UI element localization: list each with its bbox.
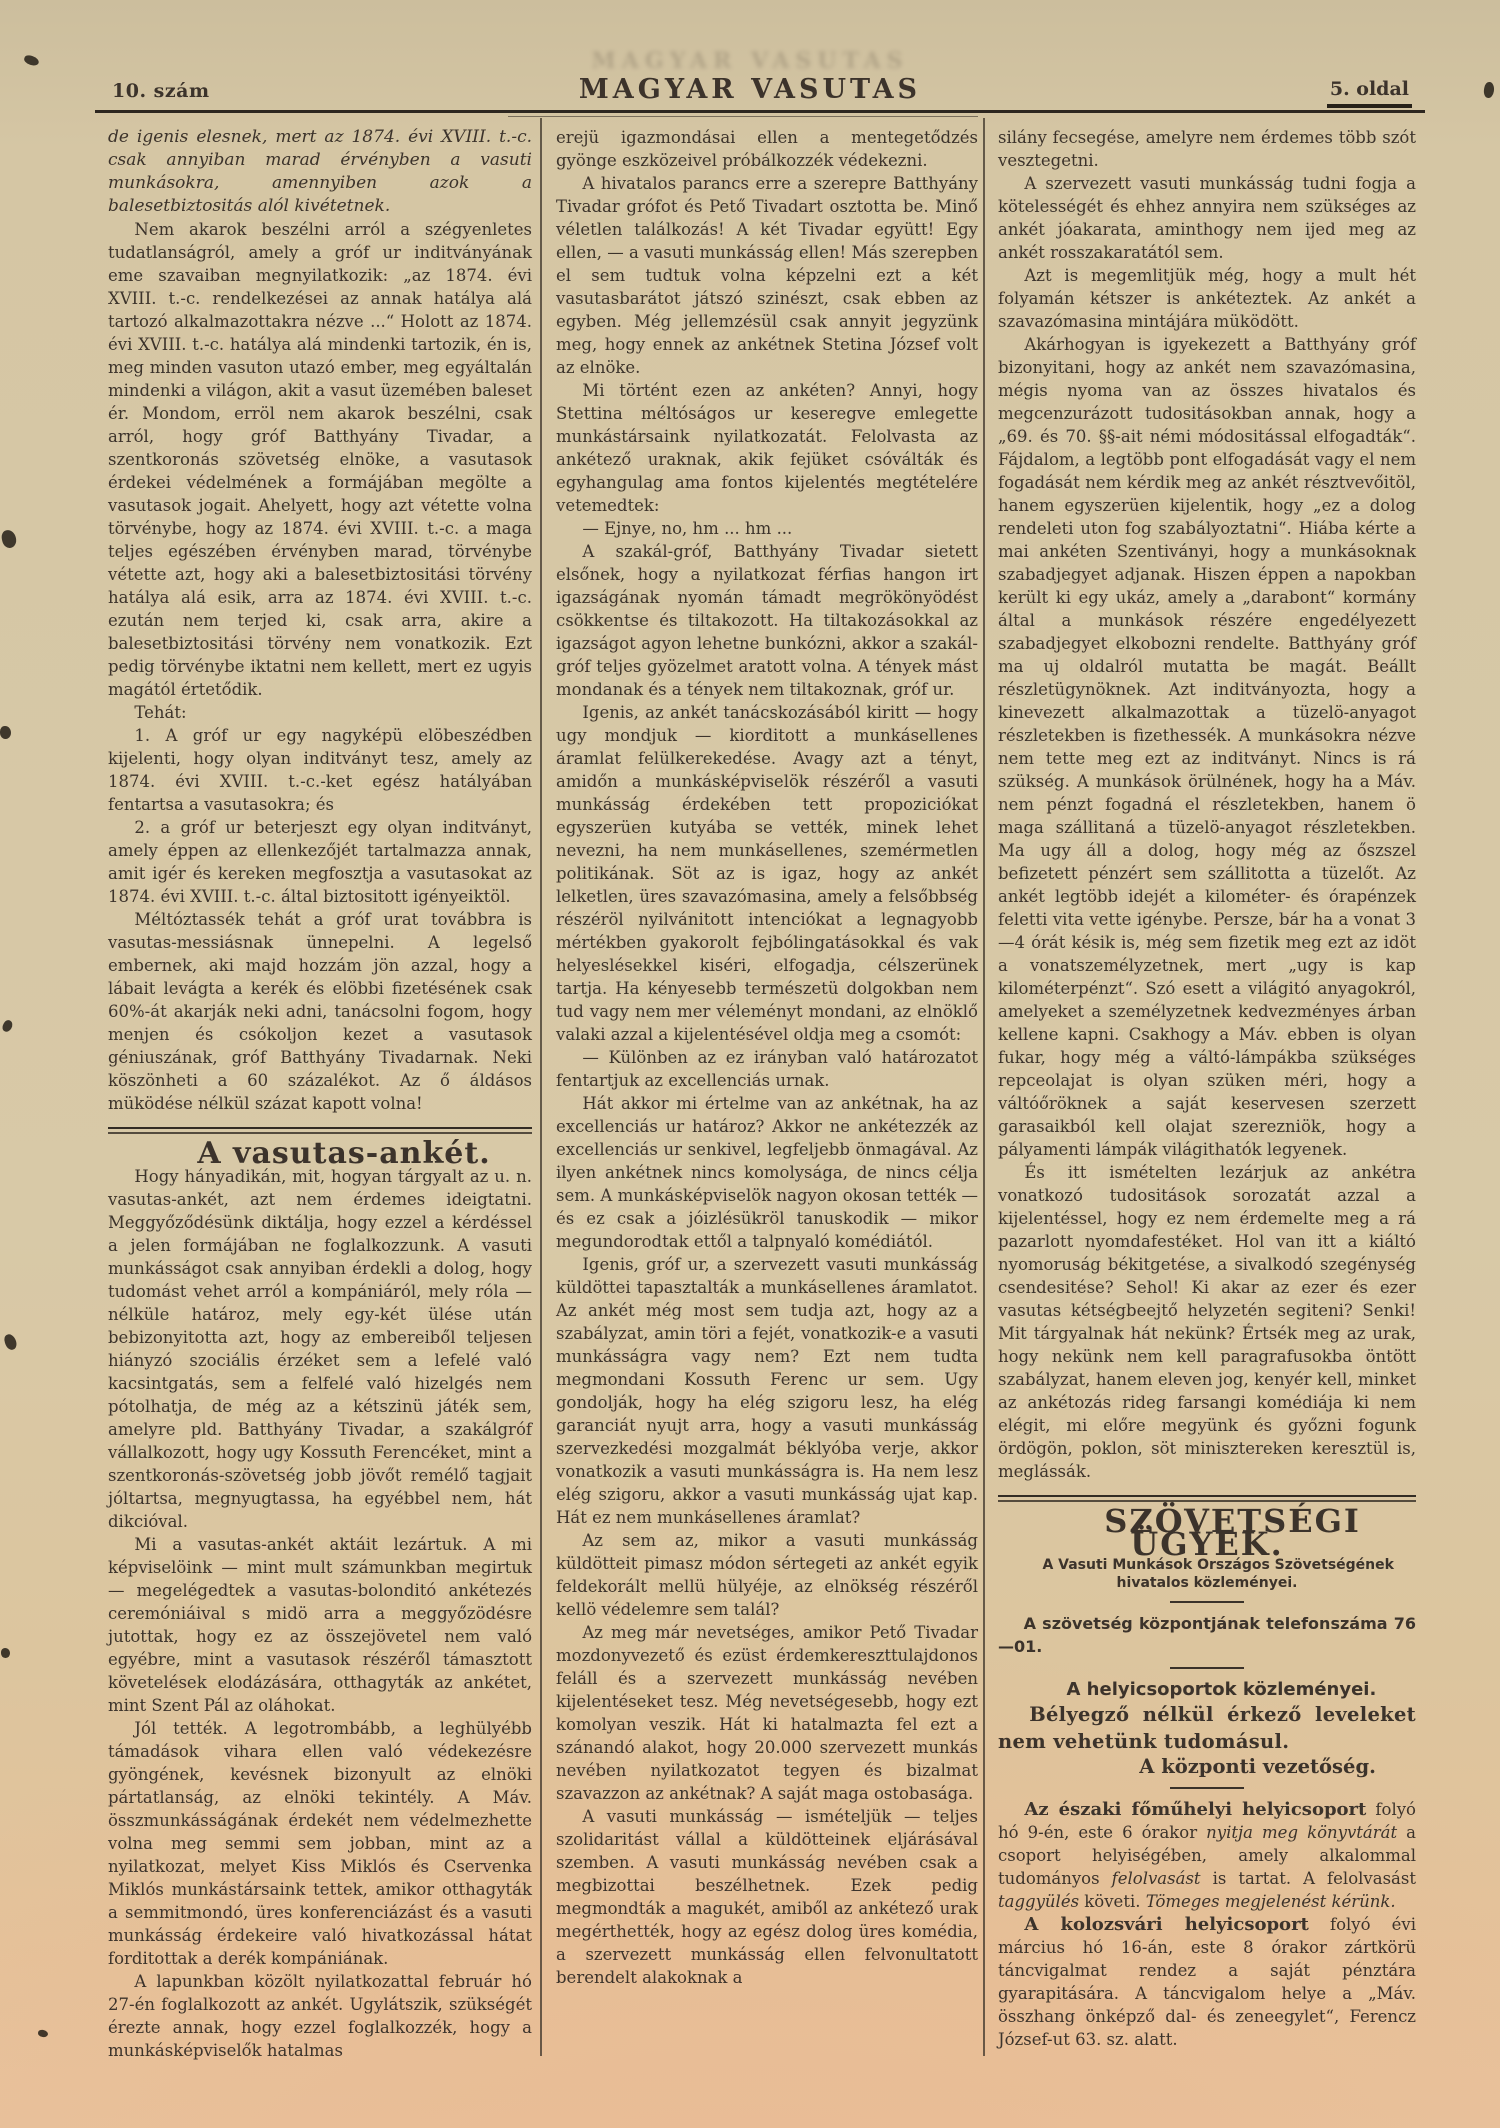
paragraph — [998, 1798, 1416, 1913]
notice-fragment: a csoport helyiségében, amely alkalommal tudományos — [998, 1823, 1416, 1888]
paragraph — [998, 1913, 1416, 2051]
paragraph: Hogy hányadikán, mit, hogyan tárgyalt az u. n. vasutas-ankét, azt nem érdemes ideigtatni. Meggyőződésünk diktálja, hogy ezzel a kérdéssel a jelen formájában ne foglalkozzunk. A vasuti munkásságot csak annyiban érdekli a dolog, hogy tudomást vehet arról a kompániáról, mely róla — nélküle határoz, mely egy-két ülése után bebizonyitotta azt, hogy az embereiből teljesen hiányzó szociális érzéket sem a lefelé való kacsintgatás, sem a felfelé való hizelgés nem pótolhatja, de még az a kétszinü játék sem, amelyre pld. Batthyány Tivadar, a szakálgróf vállalkozott, hogy ugy Kossuth Ferencéket, mint a szentkoronás-szövetség jobb jövőt remélő tagjait jóltartsa, megnyugtassa, ha egyébbel nem, hát dikcióval. — [108, 1167, 532, 1531]
ink-mark — [1, 1019, 15, 1034]
paragraph: A lapunkban közölt nyilatkozattal február hó 27-én foglalkozott az ankét. Ugylátszik, szükségét érezte annak, hogy ezzel foglalkozzék, hogy a munkásképviselők hatalmas — [108, 1972, 532, 2060]
ink-mark — [37, 2029, 48, 2038]
column-3 — [998, 126, 1416, 2051]
ink-mark — [3, 1333, 19, 1352]
notice-fragment: követi. — [1079, 1892, 1146, 1911]
local-group-notices — [998, 1798, 1416, 2051]
bleed-through-text: MAGYAR VASUTAS — [591, 48, 909, 74]
paragraph: Mi történt ezen az ankéten? Annyi, hogy Stettina méltóságos ur keseregve emlegette munkástársaink nyilatkozatát. Felolvasta az ankétező uraknak, akik fejüket csóválták és egyhangulag ama fontos kijelentés megtételére vetemedtek: — [556, 381, 978, 515]
article-divider — [108, 1127, 532, 1134]
short-rule — [1170, 1787, 1244, 1789]
paragraph: 1. A gróf ur egy nagyképü elöbeszédben kijelenti, hogy olyan inditványt tesz, amely az 1874. évi XVIII. t.-c.-ket egész hatályában fentartsa a vasutasokra; és — [108, 726, 532, 814]
local-group-name: A kolozsvári helyicsoport — [1024, 1914, 1309, 1935]
paragraph: de igenis elesnek, mert az 1874. évi XVIII. t.-c. csak annyiban marad érvényben a vasuti munkásokra, amennyiben azok a balesetbiztositás alól kivétetnek. — [108, 127, 532, 216]
paragraph: A szervezett vasuti munkásság tudni fogja a kötelességét és ehhez annyira nem szükséges az ankét jóakarata, aminthogy nem ijed meg az ankét rosszakaratától sem. — [998, 174, 1416, 262]
notice-fragment: Tömeges megjelenést kérünk. — [1145, 1892, 1396, 1911]
paragraph: 2. a gróf ur beterjeszt egy olyan inditványt, amely éppen az ellenkezőjét tartalmazza annak, amit igér és kereken megfosztja a vasutasokat az 1874. évi XVIII. t.-c. által biztositott igényeiktöl. — [108, 818, 532, 906]
article-title: A vasutas-ankét. — [197, 1136, 491, 1171]
section-divider — [998, 1495, 1416, 1502]
paragraph: erejü igazmondásai ellen a mentegetődzés gyönge eszközeivel próbálkozzék védekezni. — [556, 128, 978, 170]
paragraph: Igenis, gróf ur, a szervezett vasuti munkásság küldöttei tapasztalták a munkásellenes áramlatot. Az ankét még most sem tudja azt, hogy az a szabályzat, amin töri a fejét, vonatkozik-e a vasuti munkásságra vagy nem? Ezt nem tudta megmondani Kossuth Ferenc ur sem. Ugy gondolják, hogy ha elég szigoru lesz, ha elég garanciát nyujt arra, hogy a vasuti munkásság szervezkedési mozgalmát béklyóba verje, akkor vonatkozik a vasuti munkásságra is. Ha nem lesz elég szigoru, akkor a vasuti munkásság ujat kap. Hát ez nem munkásellenes áramlat? — [556, 1255, 978, 1527]
header-rule-secondary — [508, 116, 978, 117]
paragraph: Igenis, az ankét tanácskozásából kiritt — hogy ugy mondjuk — kiorditott a munkásellenes áramlat felülkerekedése. Avagy azt a tényt, amidőn a munkásképviselök részéről a vasuti munkásság érdekében tett propoziciókat egyszerüen kutyába se vették, minek lehet nevezni, ha nem munkásellenes, szemérmetlen politikának. Söt az is igaz, hogy az ankét lelketlen, üres szavazómasina, amely a felsőbbség részéröl nyilvánitott intenciókat a legnagyobb mértékben gyakorolt fejbólingatásokkal és vak helyeslésekkel kiséri, elfogadja, célszerünek tartja. Ha kényesebb természetü dolgokban nem tud vagy nem mer véleményt mondani, az elnöklő valaki azzal a kijelentésével oldja meg a csomót: — [556, 703, 978, 1044]
notice-fragment: nyitja meg könyvtárát — [1206, 1823, 1398, 1842]
notice-fragment: felolvasást — [1111, 1869, 1201, 1888]
section-title: SZÖVETSÉGI ÜGYEK. — [1104, 1502, 1361, 1563]
paragraph: Tehát: — [134, 703, 187, 722]
paragraph: Mi a vasutas-ankét aktáit lezártuk. A mi képviselöink — mint mult számunkban megirtuk — megelégedtek a vasutas-bolonditó ankétezés ceremóniáival s midö arra a meggyőzödésre jutottak, hogy ez az összejövetel nem való egyébre, mint a vasutasok részéről támasztott követelések elodázására, otthagyták az ankétet, mint Szent Pál az oláhokat. — [108, 1535, 532, 1715]
short-rule — [1170, 1667, 1244, 1669]
paragraph: Azt is megemlitjük még, hogy a mult hét folyamán kétszer is ankéteztek. Az ankét a szavazómasina mintájára müködött. — [998, 266, 1416, 331]
notice-fragment: folyó évi március hó 16-án, este 8 órakor zártkörü táncvigalmat rendez a saját pénztára gyarapitására. A táncvigalom helye a „Máv. összhang önképző dal- és zeneegylet“, Ferencz József-ut 63. sz. alatt. — [998, 1915, 1416, 2049]
column-2 — [556, 126, 978, 1989]
paragraph: Az sem az, mikor a vasuti munkásság küldötteit pimasz módon sértegeti az ankét egyik feldekorált mellü hülyéje, az elnökség részéről kellö védelemre sem talál? — [556, 1531, 978, 1619]
paragraph: Méltóztassék tehát a gróf urat továbbra is vasutas-messiásnak ünnepelni. A legelső embernek, aki majd hozzám jön azzal, hogy a lábait levágta a kerék és elöbbi fizetésének csak 60%-át akarják neki adni, tanácsolni fogom, hogy menjen és csókoljon kezet a vasutasok géniuszának, gróf Batthyány Tivadarnak. Neki köszönheti a 60 százalékot. Az ő áldásos müködése nélkül százat kapott volna! — [108, 910, 532, 1113]
paragraph: A vasuti munkásság — ismételjük — teljes szolidaritást vállal a küldötteinek eljárásával szemben. A vasuti munkásság nevében csak a megbizottai beszélhetnek. Ezek pedig megmondták a magukét, amiből az ankétező urak megérthették, hogy az egész dolog üres komédia, a szervezett munkásság ellen felvonultatott berendelt alakoknak a — [556, 1807, 978, 1987]
notice-fragment: is tartat. A felolvasást — [1200, 1869, 1416, 1888]
column-rule-2 — [983, 118, 985, 2056]
ink-mark — [0, 529, 17, 550]
phone-line: A szövetség központjának telefonszáma 76—01. — [998, 1614, 1416, 1656]
paragraph: A hivatalos parancs erre a szerepre Batthyány Tivadar grófot és Pető Tivadart osztotta be. Minő véletlen találkozás! A két Tivadar együtt! Egy ellen, — a vasuti munkásság ellen! Más szerepben el sem tudtuk volna képzelni ezt a két vasutasbarátot játszó szinészt, csak ebben az egyben. Még jellemzésül csak annyit jegyzünk meg, hogy ennek az ankétnek Stetina József volt az elnöke. — [556, 174, 978, 377]
notice-text: Bélyegző nélkül érkező leveleket nem vehetünk tudomásul. — [998, 1703, 1416, 1753]
column-1 — [108, 126, 532, 2062]
paragraph: — Különben az ez irányban való határozatot fentartjuk az excellenciás urnak. — [556, 1048, 978, 1090]
ink-mark — [1, 1648, 10, 1658]
paragraph: Akárhogyan is igyekezett a Batthyány gróf bizonyitani, hogy az ankét nem szavazómasina, mégis nyoma van az összes hivatalos és megcenzurázott tudositásokban annak, hogy a „69. és 70. §§-ait némi módositással elfogadták“. Fájdalom, a legtöbb pont elfogadását vagy el nem fogadását nem kérdik meg az ankét résztvevőitöl, hanem egyszerüen kijelentik, hogy „ez a dolog rendeleti uton fog szabályoztatni“. Hiába kérte a mai ankéten Szentiványi, hogy a munkásoknak szabadjegyet adjanak. Hiszen éppen a napokban került ki egy ukáz, amely a „darabont“ kormány által a munkások részére engedélyezett szabadjegyet elkobozni rendelte. Batthyány gróf ma uj oldalról mutatta be magát. Beállt részletügynöknek. Azt inditványozta, hogy a kinevezett alkalmazottak a tüzelö-anyagot részletekben is fizethessék. A munkásokra nézve nem tette meg ezt az inditványt. Nincs is rá szükség. A munkások örülnének, hogy ha a Máv. nem pénzt fogadná el részletekben, hanem ö maga szállitaná a tüzelö-anyagot részletekben. Ma ugy áll a dolog, hogy még az őszszel befizetett pénzért sem szállitotta a tüzelőt. Az ankét legtöbb idejét a kilométer- és órapénzek feletti vita vette igénybe. Persze, bár ha a vonat 3—4 órát késik is, még sem fizetik meg ezt az idöt a vonatszemélyzetnek, mert „ugy is kap kilométerpénzt“. Szó esett a világitó anyagokról, amelyeket a személyzetnek kedvezményes árban kellene kapni. Csakhogy a Máv. ebben is olyan fukar, hogy még a váltó-lámpákba szükséges repceolajat is olyan szüken méri, hogy a váltóőröknek a saját keservesen szerzett garasaikból kell olajat szerezniök, hogy a pályamenti lámpák világithatók legyenek. — [998, 335, 1416, 1159]
local-group-name: Az északi főműhelyi helyicsoport — [1024, 1799, 1367, 1820]
header-rule — [95, 110, 1425, 113]
paragraph: silány fecsegése, amelyre nem érdemes több szót vesztegetni. — [998, 128, 1416, 170]
paragraph: A szakál-gróf, Batthyány Tivadar sietett elsőnek, hogy a nyilatkozat férfias hangon irt igazságának nyomán támadt megrökönyödést csökkentse és tiltakozott. Ha tiltakozásokkal az igazságot agyon lehetne bunkózni, akkor a szakál-gróf teljes gyözelmet aratott volna. A tények mást mondanak és a tények nem tiltakoznak, gróf ur. — [556, 542, 978, 699]
paragraph: Nem akarok beszélni arról a szégyenletes tudatlanságról, amely a gróf ur inditványának eme szavaiban megnyilatkozik: „az 1874. évi XVIII. t.-c. rendelkezései az annak hatálya alá tartozó alkalmazottakra nézve ...“ Holott az 1874. évi XVIII. t.-c. hatálya alá mindenki tartozik, én is, meg minden vasuton utazó ember, meg egyáltalán mindenki a világon, akit a vasut üzemében baleset ér. Mondom, erröl nem akarok beszélni, csak arról, hogy gróf Batthyány Tivadar, a szentkoronás szövetség elnöke, a vasutasok érdekei védelmének a formájában megölte a vasutasok jogait. Ahelyett, hogy azt vétette volna törvénybe, hogy az 1874. évi XVIII. t.-c. a maga teljes egészében érvényben marad, törvénybe vétette azt, hogy aki a balesetbiztositási törvény hatálya alá esik, arra az 1874. évi XVIII. t.-c. ezután nem terjed ki, csak arra, akire a balesetbiztositási törvény nem vonatkozik. Ezt pedig törvénybe iktatni nem kellett, mert ez ugyis magától értetődik. — [108, 220, 532, 699]
column-rule-1 — [540, 118, 542, 2056]
notice-fragment: taggyülés — [998, 1892, 1080, 1911]
paragraph: Hát akkor mi értelme van az ankétnak, ha az excellenciás ur határoz? Akkor ne ankétezzék az excellenciás ur senkivel, legfeljebb önmagával. Az ilyen ankétnek nincs komolysága, de nincs célja sem. A munkásképviselök nagyon okosan tették — és ez csak a jóizlésükröl tanuskodik — mikor megundorodtak ettől a talpnyaló komédiától. — [556, 1094, 978, 1251]
short-rule — [1170, 1601, 1244, 1603]
local-groups-heading: A helyicsoportok közleményei. — [1066, 1679, 1377, 1700]
notice-signature: A központi vezetőség. — [1139, 1755, 1376, 1778]
paragraph: Az meg már nevetséges, amikor Pető Tivadar mozdonyvezető és ezüst érdemkereszttulajdonos feláll és a szervezett munkásság nevében kijelentéseket tesz. Még nevetségesebb, hogy ezt komolyan veszik. Hát ki hatalmazta fel ezt a szánandó alakot, hogy 20.000 szervezett munkás nevében nyilatkozatot tegyen és bizalmat szavazzon az ankétnak? A saját maga ostobasága. — [556, 1623, 978, 1803]
issue-number: 10. szám — [112, 80, 210, 102]
notice-fragment: folyó hó 9-én, este 6 órakor — [998, 1800, 1416, 1842]
section-subtitle: A Vasuti Munkások Országos Szövetségének hivatalos közleményei. — [1042, 1557, 1394, 1591]
paragraph: És itt ismételten lezárjuk az ankétra vonatkozó tudositások sorozatát azzal a kijelentéssel, hogy ez nem érdemelte meg a rá pazarlott nyomdafestéket. Hol van itt a kiáltó nyomoruság békitgetése, a sivalkodó szegénység csendesitése? Sehol! Ki akar az ezer és ezer vasutas kétségbeejtő helyzetén segiteni? Senki! Mit tárgyalnak hát nekünk? Értsék meg az urak, hogy nekünk nem kell paragrafusokba öntött szabályzat, hanem eleven jog, kenyér kell, minket az ankétozás rideg farsangi komédiája ki nem elégit, mi előre megyünk és győzni fogunk ördögön, poklon, söt minisztereken keresztül is, meglássák. — [998, 1163, 1416, 1481]
page-number: 5. oldal — [1327, 78, 1412, 108]
ink-mark — [0, 726, 11, 739]
masthead-title: MAGYAR VASUTAS — [578, 74, 922, 105]
paragraph: Jól tették. A legotrombább, a leghülyébb támadások vihara ellen való védekezésre gyöngének, kevésnek bizonyult az elnöki pártatlanság, az elnöki tekintély. A Máv. összmunkásságának érdekét nem védelmezhette volna meg semmi sem jobban, mint az a nyilatkozat, melyet Kiss Miklós és Cservenka Miklós munkástársaink tettek, amikor otthagyták a semmitmondó, üres konferenciázást és a vasuti munkásság érdekeire való hivatkozással hátat forditottak a derék kompániának. — [108, 1719, 532, 1968]
paragraph: — Ejnye, no, hm ... hm ... — [582, 519, 793, 538]
